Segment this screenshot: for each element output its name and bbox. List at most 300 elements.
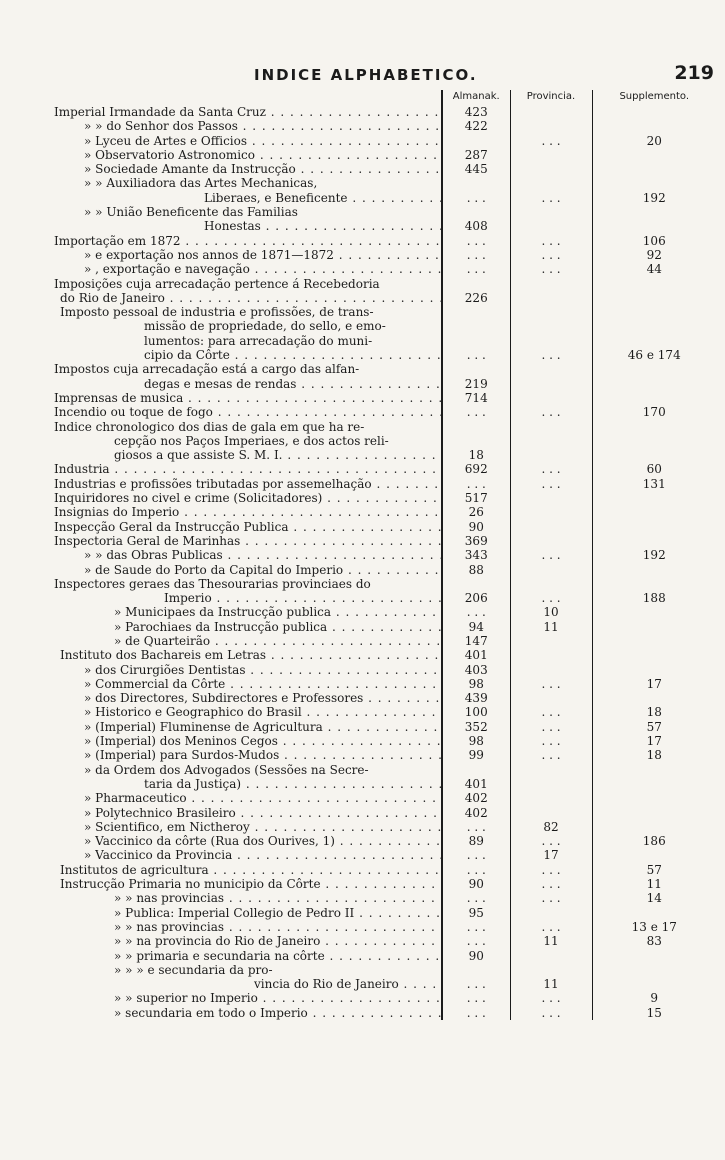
- supplemento-ref: 11: [646, 877, 662, 892]
- table-row: [54, 620, 716, 634]
- supplemento-ref: 57: [646, 862, 662, 877]
- entry-text: » » do Senhor dos Passos . . .: [84, 119, 442, 133]
- entry-text: Industria . . .: [54, 462, 442, 476]
- almanak-ref: [442, 362, 510, 376]
- entry-text: giosos a que assiste S. M. I. . . .: [114, 448, 442, 462]
- table-row: [54, 176, 716, 190]
- entry-text: » Observatorio Astronomico . . .: [84, 148, 442, 162]
- entry-text: » » das Obras Publicas . . .: [84, 548, 442, 562]
- index-entry: [54, 262, 442, 276]
- supplemento-ref: 17: [646, 734, 662, 749]
- provincia-ref: . . .: [510, 748, 592, 762]
- entry-text: Imprensas de musica . . .: [54, 391, 442, 405]
- table-row: [54, 348, 716, 362]
- provincia-ref: [510, 806, 592, 820]
- table-row: [54, 563, 716, 577]
- table-row: [54, 462, 716, 476]
- entry-text: » » » e secundaria da pro-: [114, 962, 273, 977]
- index-entry: [54, 991, 442, 1005]
- provincia-ref: 17: [510, 848, 592, 862]
- index-entry: [54, 605, 442, 619]
- provincia-ref: [510, 148, 592, 162]
- table-row: [54, 548, 716, 562]
- index-entry: [54, 634, 442, 648]
- index-entry: [54, 577, 442, 591]
- index-entry: [54, 462, 442, 476]
- provincia-ref: . . .: [510, 863, 592, 877]
- index-entry: [54, 348, 442, 362]
- supplemento-ref: 170: [642, 405, 666, 420]
- index-entry: [54, 491, 442, 505]
- table-row: [54, 262, 716, 276]
- supplemento-ref: [592, 277, 716, 291]
- table-row: [54, 105, 716, 119]
- table-row: [54, 420, 716, 434]
- provincia-ref: . . .: [510, 677, 592, 691]
- table-row: [54, 362, 716, 376]
- table-row: [54, 791, 716, 805]
- supplemento-ref: 17: [646, 676, 662, 691]
- provincia-ref: . . .: [510, 920, 592, 934]
- index-entry: [54, 848, 442, 862]
- almanak-ref: 99: [442, 748, 510, 762]
- entry-text: do Rio de Janeiro . . .: [60, 291, 442, 305]
- supplemento-ref: [592, 620, 716, 634]
- provincia-ref: [510, 505, 592, 519]
- entry-text: Imperio . . .: [164, 591, 442, 605]
- almanak-ref: . . .: [442, 605, 510, 619]
- almanak-ref: 403: [442, 663, 510, 677]
- table-row: [54, 520, 716, 534]
- provincia-ref: . . .: [510, 348, 592, 362]
- index-entry: [54, 420, 442, 434]
- almanak-ref: . . .: [442, 191, 510, 205]
- provincia-ref: [510, 949, 592, 963]
- table-row: [54, 963, 716, 977]
- supplemento-ref: 44: [646, 262, 662, 277]
- entry-text: Instrucção Primaria no municipio da Côrte . . .: [60, 877, 442, 891]
- almanak-ref: . . .: [442, 820, 510, 834]
- provincia-ref: [510, 105, 592, 119]
- index-entry: [54, 119, 442, 133]
- provincia-ref: [510, 176, 592, 190]
- almanak-ref: 714: [442, 391, 510, 405]
- supplemento-ref: [592, 605, 716, 619]
- almanak-ref: 98: [442, 677, 510, 691]
- entry-text: » Pharmaceutico . . .: [84, 791, 442, 805]
- almanak-ref: 402: [442, 791, 510, 805]
- entry-text: » dos Directores, Subdirectores e Professores . . .: [84, 691, 442, 705]
- supplemento-ref: [592, 791, 716, 805]
- index-entry: [54, 977, 442, 991]
- almanak-ref: [442, 134, 510, 148]
- supplemento-ref: 92: [646, 247, 662, 262]
- column-header-provincia: Provincia.: [510, 90, 592, 105]
- almanak-ref: . . .: [442, 1006, 510, 1020]
- supplemento-ref: 186: [642, 834, 666, 849]
- supplemento-ref: [592, 505, 716, 519]
- table-row: [54, 591, 716, 605]
- provincia-ref: [510, 777, 592, 791]
- almanak-ref: 90: [442, 877, 510, 891]
- supplemento-ref: 46 e 174: [627, 348, 681, 363]
- entry-text: Industrias e profissões tributadas por assemelhação . . .: [54, 477, 442, 491]
- table-row: [54, 691, 716, 705]
- entry-text: missão de propriedade, do sello, e emo-: [144, 319, 386, 334]
- entry-text: Instituto dos Bachareis em Letras . . .: [60, 648, 442, 662]
- index-entry: [54, 391, 442, 405]
- table-row: [54, 820, 716, 834]
- entry-text: » » nas provincias . . .: [114, 891, 442, 905]
- entry-text: Incendio ou toque de fogo . . .: [54, 405, 442, 419]
- entry-text: cepção nos Paços Imperiaes, e dos actos reli-: [114, 433, 389, 448]
- supplemento-ref: [592, 319, 716, 333]
- almanak-ref: 95: [442, 906, 510, 920]
- provincia-ref: [510, 119, 592, 133]
- supplemento-ref: [592, 577, 716, 591]
- entry-text: » , exportação e navegação . . .: [84, 262, 442, 276]
- supplemento-ref: [592, 977, 716, 991]
- almanak-ref: 88: [442, 563, 510, 577]
- table-row: [54, 405, 716, 419]
- almanak-ref: . . .: [442, 991, 510, 1005]
- provincia-ref: [510, 362, 592, 376]
- provincia-ref: [510, 319, 592, 333]
- provincia-ref: [510, 906, 592, 920]
- index-entry: [54, 134, 442, 148]
- table-row: [54, 477, 716, 491]
- table-row: [54, 648, 716, 662]
- index-entry: [54, 205, 442, 219]
- supplemento-ref: [592, 848, 716, 862]
- index-entry: [54, 477, 442, 491]
- almanak-ref: . . .: [442, 477, 510, 491]
- provincia-ref: [510, 334, 592, 348]
- running-title: INDICE ALPHABETICO.: [254, 66, 478, 84]
- supplemento-ref: [592, 105, 716, 119]
- index-entry: [54, 105, 442, 119]
- entry-text: » Commercial da Côrte . . .: [84, 677, 442, 691]
- almanak-ref: 408: [442, 219, 510, 233]
- almanak-ref: 219: [442, 377, 510, 391]
- provincia-ref: . . .: [510, 248, 592, 262]
- index-entries: [54, 105, 716, 1020]
- index-entry: [54, 377, 442, 391]
- index-entry: [54, 663, 442, 677]
- almanak-ref: [442, 305, 510, 319]
- table-row: [54, 920, 716, 934]
- almanak-ref: 206: [442, 591, 510, 605]
- almanak-ref: 147: [442, 634, 510, 648]
- almanak-ref: [442, 577, 510, 591]
- almanak-ref: [442, 277, 510, 291]
- table-row: [54, 334, 716, 348]
- supplemento-ref: 13 e 17: [631, 919, 677, 934]
- entry-text: » Vaccinico da côrte (Rua dos Ourives, 1) . . .: [84, 834, 442, 848]
- supplemento-ref: 9: [650, 991, 659, 1006]
- table-row: [54, 319, 716, 333]
- almanak-ref: . . .: [442, 848, 510, 862]
- index-entry: [54, 763, 442, 777]
- index-entry: [54, 248, 442, 262]
- almanak-ref: . . .: [442, 405, 510, 419]
- provincia-ref: [510, 663, 592, 677]
- supplemento-ref: 192: [642, 548, 666, 563]
- index-entry: [54, 863, 442, 877]
- provincia-ref: . . .: [510, 720, 592, 734]
- index-entry: [54, 949, 442, 963]
- table-row: [54, 505, 716, 519]
- entry-text: » (Imperial) Fluminense de Agricultura . . .: [84, 720, 442, 734]
- provincia-ref: [510, 434, 592, 448]
- provincia-ref: 11: [510, 620, 592, 634]
- supplemento-ref: 57: [646, 719, 662, 734]
- index-entry: [54, 677, 442, 691]
- supplemento-ref: [592, 305, 716, 319]
- index-entry: [54, 277, 442, 291]
- almanak-ref: 422: [442, 119, 510, 133]
- supplemento-ref: 60: [646, 462, 662, 477]
- almanak-ref: [442, 763, 510, 777]
- index-entry: [54, 806, 442, 820]
- supplemento-ref: 18: [646, 748, 662, 763]
- supplemento-ref: [592, 119, 716, 133]
- table-row: [54, 134, 716, 148]
- almanak-ref: [442, 434, 510, 448]
- entry-text: Impostos cuja arrecadação está a cargo das alfan-: [54, 362, 360, 377]
- entry-text: Liberaes, e Beneficente . . .: [204, 191, 442, 205]
- supplemento-ref: [592, 391, 716, 405]
- entry-text: » (Imperial) dos Meninos Cegos . . .: [84, 734, 442, 748]
- provincia-ref: . . .: [510, 1006, 592, 1020]
- almanak-ref: 94: [442, 620, 510, 634]
- entry-text: » Municipaes da Instrucção publica . . .: [114, 605, 442, 619]
- index-entry: [54, 705, 442, 719]
- provincia-ref: [510, 277, 592, 291]
- almanak-ref: . . .: [442, 863, 510, 877]
- almanak-ref: [442, 205, 510, 219]
- table-row: [54, 577, 716, 591]
- entry-text: Indice chronologico dos dias de gala em que ha re-: [54, 419, 365, 434]
- provincia-ref: . . .: [510, 477, 592, 491]
- index-page: [54, 60, 716, 1020]
- provincia-ref: 10: [510, 605, 592, 619]
- provincia-ref: [510, 162, 592, 176]
- supplemento-ref: [592, 691, 716, 705]
- entry-text: » Historico e Geographico do Brasil . . .: [84, 705, 442, 719]
- provincia-ref: . . .: [510, 462, 592, 476]
- almanak-ref: 517: [442, 491, 510, 505]
- table-row: [54, 634, 716, 648]
- almanak-ref: 90: [442, 520, 510, 534]
- entry-text: » secundaria em todo o Imperio . . .: [114, 1006, 442, 1020]
- index-entry: [54, 934, 442, 948]
- entry-text: » » primaria e secundaria na côrte . . .: [114, 949, 442, 963]
- index-entry: [54, 176, 442, 190]
- almanak-ref: . . .: [442, 891, 510, 905]
- supplemento-ref: 20: [646, 133, 662, 148]
- entry-text: » » União Beneficente das Familias: [84, 205, 298, 220]
- index-entry: [54, 334, 442, 348]
- entry-text: » Vaccinico da Provincia . . .: [84, 848, 442, 862]
- index-entry: [54, 877, 442, 891]
- table-row: [54, 391, 716, 405]
- index-entry: [54, 820, 442, 834]
- index-entry: [54, 1006, 442, 1020]
- table-row: [54, 291, 716, 305]
- entry-text: Inspectoria Geral de Marinhas . . .: [54, 534, 442, 548]
- supplemento-ref: 131: [642, 476, 666, 491]
- supplemento-ref: [592, 806, 716, 820]
- almanak-ref: . . .: [442, 348, 510, 362]
- almanak-ref: [442, 319, 510, 333]
- provincia-ref: [510, 420, 592, 434]
- entry-text: lumentos: para arrecadação do muni-: [144, 333, 373, 348]
- provincia-ref: [510, 491, 592, 505]
- almanak-ref: . . .: [442, 262, 510, 276]
- supplemento-ref: [592, 963, 716, 977]
- table-row: [54, 806, 716, 820]
- entry-text: Inspecção Geral da Instrucção Publica . . .: [54, 520, 442, 534]
- almanak-ref: 26: [442, 505, 510, 519]
- supplemento-ref: [592, 219, 716, 233]
- supplemento-ref: 15: [646, 1005, 662, 1020]
- supplemento-ref: [592, 949, 716, 963]
- entry-text: » Polytechnico Brasileiro . . .: [84, 806, 442, 820]
- entry-text: Imposto pessoal de industria e profissões, de trans-: [60, 305, 374, 320]
- provincia-ref: [510, 791, 592, 805]
- index-entry: [54, 648, 442, 662]
- index-entry: [54, 834, 442, 848]
- table-row: [54, 1006, 716, 1020]
- supplemento-ref: [592, 448, 716, 462]
- supplemento-ref: [592, 420, 716, 434]
- supplemento-ref: [592, 148, 716, 162]
- almanak-ref: [442, 176, 510, 190]
- entry-text: » de Quarteirão . . .: [114, 634, 442, 648]
- column-header-supplemento: Supplemento.: [619, 91, 690, 102]
- table-row: [54, 448, 716, 462]
- provincia-ref: . . .: [510, 891, 592, 905]
- provincia-ref: [510, 448, 592, 462]
- entry-text: » de Saude do Porto da Capital do Imperio . . .: [84, 563, 442, 577]
- table-row: [54, 534, 716, 548]
- index-entry: [54, 777, 442, 791]
- almanak-ref: 287: [442, 148, 510, 162]
- entry-text: » (Imperial) para Surdos-Mudos . . .: [84, 748, 442, 762]
- entry-text: » da Ordem dos Advogados (Sessões na Secre-: [84, 762, 369, 777]
- index-entry: [54, 548, 442, 562]
- provincia-ref: . . .: [510, 405, 592, 419]
- provincia-ref: [510, 391, 592, 405]
- entry-text: Honestas . . .: [204, 219, 442, 233]
- table-row: [54, 491, 716, 505]
- almanak-ref: 692: [442, 462, 510, 476]
- entry-text: » » superior no Imperio . . .: [114, 991, 442, 1005]
- supplemento-ref: [592, 291, 716, 305]
- entry-text: vincia do Rio de Janeiro . . .: [254, 977, 442, 991]
- table-row: [54, 877, 716, 891]
- supplemento-ref: 83: [646, 934, 662, 949]
- table-row: [54, 277, 716, 291]
- entry-text: » Sociedade Amante da Instrucção . . .: [84, 162, 442, 176]
- index-entry: [54, 591, 442, 605]
- almanak-ref: . . .: [442, 977, 510, 991]
- table-row: [54, 162, 716, 176]
- almanak-ref: 18: [442, 448, 510, 462]
- column-header-almanak: Almanak.: [442, 90, 510, 105]
- table-row: [54, 906, 716, 920]
- index-entry: [54, 405, 442, 419]
- supplemento-ref: [592, 763, 716, 777]
- almanak-ref: 445: [442, 162, 510, 176]
- index-entry: [54, 219, 442, 233]
- supplemento-ref: [592, 205, 716, 219]
- provincia-ref: 82: [510, 820, 592, 834]
- supplemento-ref: [592, 362, 716, 376]
- provincia-ref: . . .: [510, 191, 592, 205]
- entry-text: » » Auxiliadora das Artes Mechanicas,: [84, 176, 318, 191]
- table-row: [54, 434, 716, 448]
- entry-text: » Lyceu de Artes e Officios . . .: [84, 134, 442, 148]
- entry-text: » » nas provincias . . .: [114, 920, 442, 934]
- almanak-ref: 90: [442, 949, 510, 963]
- entry-text: Inspectores geraes das Thesourarias provinciaes do: [54, 576, 371, 591]
- table-row: [54, 777, 716, 791]
- almanak-ref: 401: [442, 777, 510, 791]
- provincia-ref: [510, 691, 592, 705]
- index-entry: [54, 734, 442, 748]
- provincia-ref: . . .: [510, 877, 592, 891]
- provincia-ref: . . .: [510, 262, 592, 276]
- table-row: [54, 148, 716, 162]
- index-entry: [54, 963, 442, 977]
- index-entry: [54, 191, 442, 205]
- provincia-ref: [510, 377, 592, 391]
- almanak-ref: 423: [442, 105, 510, 119]
- table-row: [54, 305, 716, 319]
- almanak-ref: 226: [442, 291, 510, 305]
- index-entry: [54, 691, 442, 705]
- index-table: [54, 90, 716, 1020]
- table-row: [54, 234, 716, 248]
- table-row: [54, 834, 716, 848]
- table-row: [54, 205, 716, 219]
- supplemento-ref: 106: [642, 233, 666, 248]
- supplemento-ref: [592, 491, 716, 505]
- table-row: [54, 663, 716, 677]
- supplemento-ref: [592, 906, 716, 920]
- almanak-ref: 402: [442, 806, 510, 820]
- index-entry: [54, 319, 442, 333]
- provincia-ref: . . .: [510, 548, 592, 562]
- table-row: [54, 605, 716, 619]
- table-row: [54, 119, 716, 133]
- table-row: [54, 949, 716, 963]
- table-row: [54, 748, 716, 762]
- provincia-ref: [510, 219, 592, 233]
- index-entry: [54, 920, 442, 934]
- almanak-ref: 98: [442, 734, 510, 748]
- entry-text: cipio da Côrte . . .: [144, 348, 442, 362]
- table-row: [54, 219, 716, 233]
- index-entry: [54, 234, 442, 248]
- table-row: [54, 720, 716, 734]
- almanak-ref: . . .: [442, 248, 510, 262]
- almanak-ref: 369: [442, 534, 510, 548]
- supplemento-ref: [592, 434, 716, 448]
- provincia-ref: . . .: [510, 734, 592, 748]
